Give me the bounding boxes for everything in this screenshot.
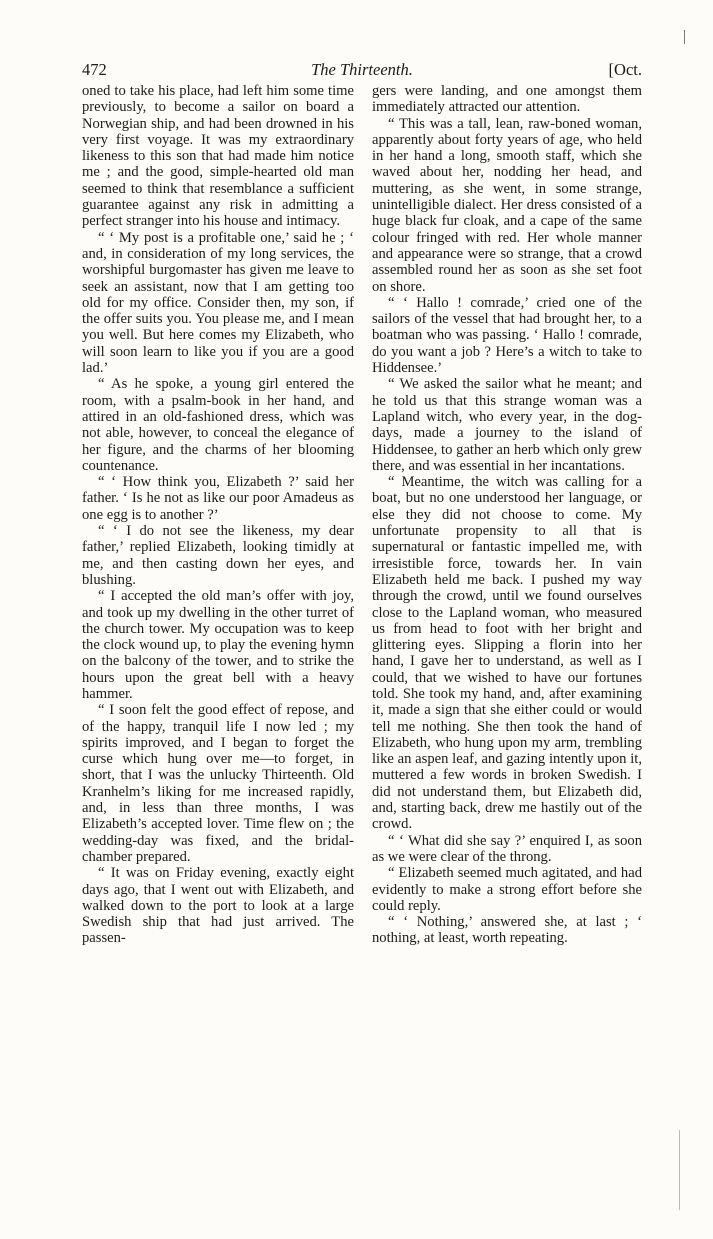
paragraph: “ As he spoke, a young girl entered the room, with a psalm-book in her hand, and attired in an old-fashioned dress, which was not able, however, to conceal the elegance of her figure, and the charms of her blooming countenance. [82, 376, 354, 474]
right-column [372, 83, 642, 947]
paragraph: “ It was on Friday evening, exactly eight days ago, that I went out with Elizabeth, and walked down to the port to look at a large Swedish ship that had just arrived. The passen- [82, 865, 354, 947]
paragraph: “ ‘ What did she say ?’ enquired I, as soon as we were clear of the throng. [372, 832, 642, 865]
running-month: [Oct. [608, 60, 642, 79]
paragraph: “ ‘ My post is a profitable one,’ said he ; ‘ and, in consideration of my long services, the worshipful burgomaster has given me leave to seek an assistant, now that I am getting too old for my office. Consider then, my son, if the offer suits you. You please me, and I mean you well. But here comes my Elizabeth, who will soon learn to like you if you are a good lad.’ [82, 229, 354, 377]
page-edge-mark [684, 30, 685, 44]
paragraph: “ ‘ I do not see the likeness, my dear father,’ replied Elizabeth, looking timidly at me, and then casting down her eyes, and blushing. [82, 523, 354, 588]
paragraph: “ ‘ Hallo ! comrade,’ cried one of the sailors of the vessel that had brought her, to a boatman who was passing. ‘ Hallo ! comrade, do you want a job ? Here’s a witch to take to Hiddensee.’ [372, 294, 642, 377]
page-number: 472 [82, 60, 107, 79]
paragraph: “ ‘ How think you, Elizabeth ?’ said her father. ‘ Is he not as like our poor Amadeus as one egg is to another ?’ [82, 474, 354, 523]
paragraph: oned to take his place, had left him some time previously, to become a sailor on board a Norwegian ship, and had been drowned in his very first voyage. It was my extraordinary likeness to this son that had made him notice me ; and the good, simple-hearted old man seemed to think that resemblance a sufficient guarantee against any risk in admitting a perfect stranger into his house and intimacy. [82, 83, 354, 230]
paragraph: “ This was a tall, lean, raw-boned woman, apparently about forty years of age, who held in her hand a long, smooth staff, which she waved about her, nodding her head, and muttering, as she went, in some strange, unintelligible dialect. Her dress consisted of a huge black fur cloak, and a cape of the same colour fringed with red. Her whole manner and appearance were so strange, that a crowd assembled round her as soon as she set foot on shore. [372, 115, 642, 295]
running-header [82, 60, 642, 84]
paragraph: “ ‘ Nothing,’ answered she, at last ; ‘ nothing, at least, worth repeating. [372, 914, 642, 947]
left-column [82, 83, 354, 947]
paragraph: gers were landing, and one amongst them immediately attracted our attention. [372, 83, 642, 116]
paragraph: “ Meantime, the witch was calling for a boat, but no one understood her language, or else they did not choose to come. My unfortunate propensity to all that is supernatural or fantastic impelled me, with irresistible force, towards her. In vain Elizabeth held me back. I pushed my way through the crowd, until we found ourselves close to the Lapland woman, who measured us from head to foot with her bright and glittering eyes. Slipping a florin into her hand, I gave her to understand, as well as I could, that we wished to have our fortunes told. She took my hand, and, after examining it, made a sign that she either could or would tell me nothing. She then took the hand of Elizabeth, who hung upon my arm, trembling like an aspen leaf, and gazing intently upon it, muttered a few words in broken Swedish. I did not understand them, but Elizabeth did, and, starting back, drew me hastily out of the crowd. [372, 474, 642, 833]
running-title: The Thirteenth. [311, 60, 413, 79]
paragraph: “ I accepted the old man’s offer with joy, and took up my dwelling in the other turret of the church tower. My occupation was to keep the clock wound up, to play the evening hymn on the balcony of the tower, and to strike the hours upon the great bell with a heavy hammer. [82, 588, 354, 702]
paragraph: “ I soon felt the good effect of repose, and of the happy, tranquil life I now led ; my spirits improved, and I began to forget the curse which hung over me—to forget, in short, that I was the unlucky Thirteenth. Old Kranhelm’s liking for me increased rapidly, and, in less than three months, I was Elizabeth’s accepted lover. Time flew on ; the wedding-day was fixed, and the bridal-chamber prepared. [82, 702, 354, 865]
paragraph: “ Elizabeth seemed much agitated, and had evidently to make a strong effort before she could reply. [372, 865, 642, 914]
page-edge-shadow [679, 1130, 680, 1210]
paragraph: “ We asked the sailor what he meant; and he told us that this strange woman was a Lapland witch, who every year, in the dog-days, made a journey to the island of Hiddensee, to gather an herb which only grew there, and was essential in her incantations. [372, 376, 642, 474]
